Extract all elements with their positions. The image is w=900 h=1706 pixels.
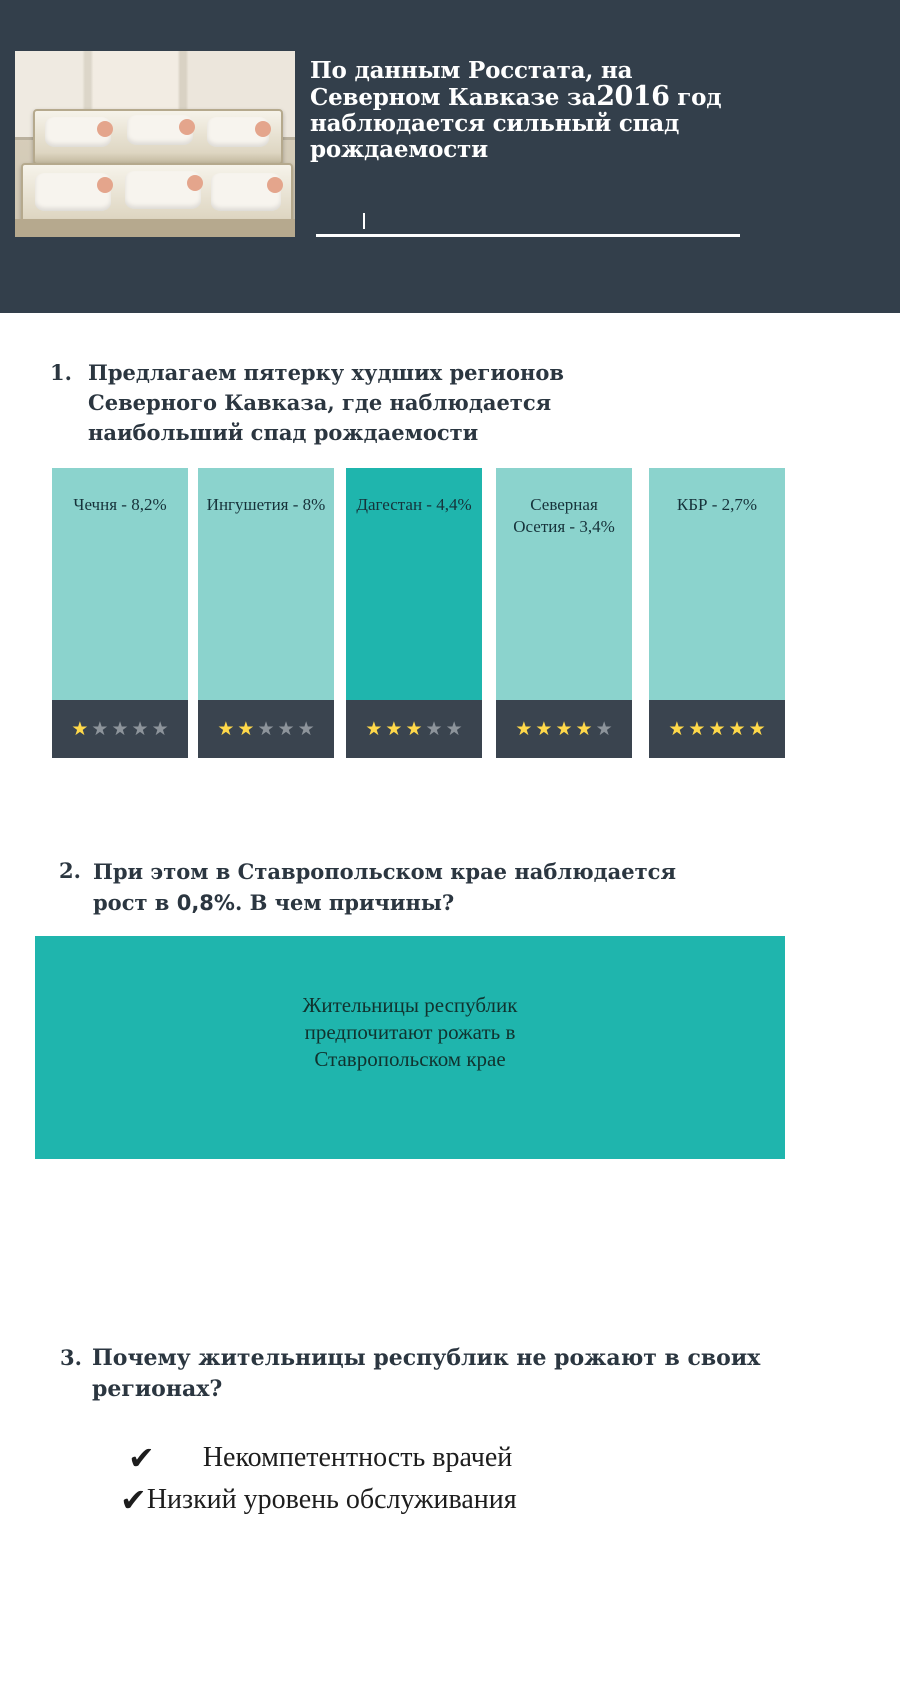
photo-baby <box>127 115 193 145</box>
header-tick-mark <box>363 213 365 229</box>
star-icon: ★ <box>445 717 463 740</box>
bar-column-kbr[interactable] <box>649 468 785 758</box>
conclusion-line-1: Жительницы республик <box>302 993 518 1017</box>
conclusion-panel-text <box>35 992 785 1073</box>
bar-label: Дагестан - 4,4% <box>356 495 472 514</box>
star-icon: ★ <box>151 717 169 740</box>
conclusion-line-2: предпочитают рожать в <box>304 1020 516 1044</box>
photo-baby-face <box>187 175 203 191</box>
photo-baby <box>207 117 269 147</box>
star-icon: ★ <box>595 717 613 740</box>
header-title-line2b: год <box>677 84 722 111</box>
star-icon: ★ <box>217 717 235 740</box>
star-icon: ★ <box>515 717 533 740</box>
section-1-number: 1. <box>50 360 72 385</box>
photo-baby <box>211 173 281 211</box>
star-icon: ★ <box>91 717 109 740</box>
header-banner <box>0 0 900 313</box>
bar-rating <box>346 700 482 758</box>
list-item <box>120 1480 780 1520</box>
photo-baby-face <box>179 119 195 135</box>
photo-baby <box>125 171 201 209</box>
bar-rating <box>496 700 632 758</box>
regions-bar-chart <box>52 468 824 758</box>
bar-column-ingushetia[interactable] <box>198 468 334 758</box>
check-icon: ✔ <box>128 1439 155 1477</box>
star-icon: ★ <box>131 717 149 740</box>
newborns-photo <box>15 51 295 237</box>
bar-label: КБР - 2,7% <box>676 495 758 514</box>
star-icon: ★ <box>257 717 275 740</box>
section-2-number: 2. <box>59 858 81 883</box>
list-item <box>120 1438 780 1478</box>
section-1-heading: Предлагаем пятерку худших регионов Северного Кавказа, где наблюдается наибольший спад рождаемости <box>88 360 564 445</box>
photo-baby <box>35 173 111 211</box>
list-item-label: Некомпетентность врачей <box>202 1442 513 1473</box>
bar-column-dagestan[interactable] <box>346 468 482 758</box>
reasons-checklist <box>120 1438 780 1520</box>
section-2-text-after: . В чем причины? <box>234 890 455 915</box>
star-icon: ★ <box>728 717 746 740</box>
bar-label: Чечня - 8,2% <box>73 495 167 514</box>
photo-floor <box>15 219 295 237</box>
star-icon: ★ <box>708 717 726 740</box>
photo-baby-face <box>267 177 283 193</box>
star-icon: ★ <box>277 717 295 740</box>
header-title-year: 2016 <box>596 81 670 112</box>
bar-label: Ингушетия - 8% <box>206 495 326 514</box>
list-item-label: Низкий уровень обслуживания <box>146 1484 517 1515</box>
section-2-text-before: При этом в Ставропольском крае наблюдается рост в <box>93 859 676 915</box>
star-icon: ★ <box>237 717 255 740</box>
star-icon: ★ <box>385 717 403 740</box>
photo-baby-face <box>97 121 113 137</box>
section-3-number: 3. <box>60 1345 82 1370</box>
photo-baby <box>45 117 111 147</box>
header-title-line1: По данным Росстата, на <box>310 57 633 84</box>
bar-rating <box>649 700 785 758</box>
bar-column-chechnya[interactable] <box>52 468 188 758</box>
conclusion-line-3: Ставропольском крае <box>314 1047 506 1071</box>
star-icon: ★ <box>111 717 129 740</box>
star-icon: ★ <box>748 717 766 740</box>
star-icon: ★ <box>575 717 593 740</box>
header-title-line2a: Северном Кавказе за <box>310 84 597 111</box>
header-divider <box>316 234 740 237</box>
photo-baby-face <box>255 121 271 137</box>
star-icon: ★ <box>535 717 553 740</box>
bar-rating <box>52 700 188 758</box>
bar-column-north-ossetia[interactable] <box>496 468 632 758</box>
section-3-heading: Почему жительницы республик не рожают в своих регионах? <box>92 1345 761 1402</box>
conclusion-panel <box>35 936 785 1159</box>
star-icon: ★ <box>71 717 89 740</box>
section-2-heading <box>93 856 713 919</box>
header-title-line4: рождаемости <box>310 136 488 163</box>
check-icon: ✔ <box>120 1481 147 1519</box>
star-icon: ★ <box>668 717 686 740</box>
photo-baby-face <box>97 177 113 193</box>
star-icon: ★ <box>297 717 315 740</box>
star-icon: ★ <box>365 717 383 740</box>
star-icon: ★ <box>425 717 443 740</box>
header-title <box>310 58 755 163</box>
bar-label: Северная Осетия - 3,4% <box>513 495 615 536</box>
star-icon: ★ <box>688 717 706 740</box>
section-2-value: 0,8% <box>176 891 235 915</box>
star-icon: ★ <box>555 717 573 740</box>
bar-rating <box>198 700 334 758</box>
header-title-line3: наблюдается сильный спад <box>310 110 680 137</box>
star-icon: ★ <box>405 717 423 740</box>
